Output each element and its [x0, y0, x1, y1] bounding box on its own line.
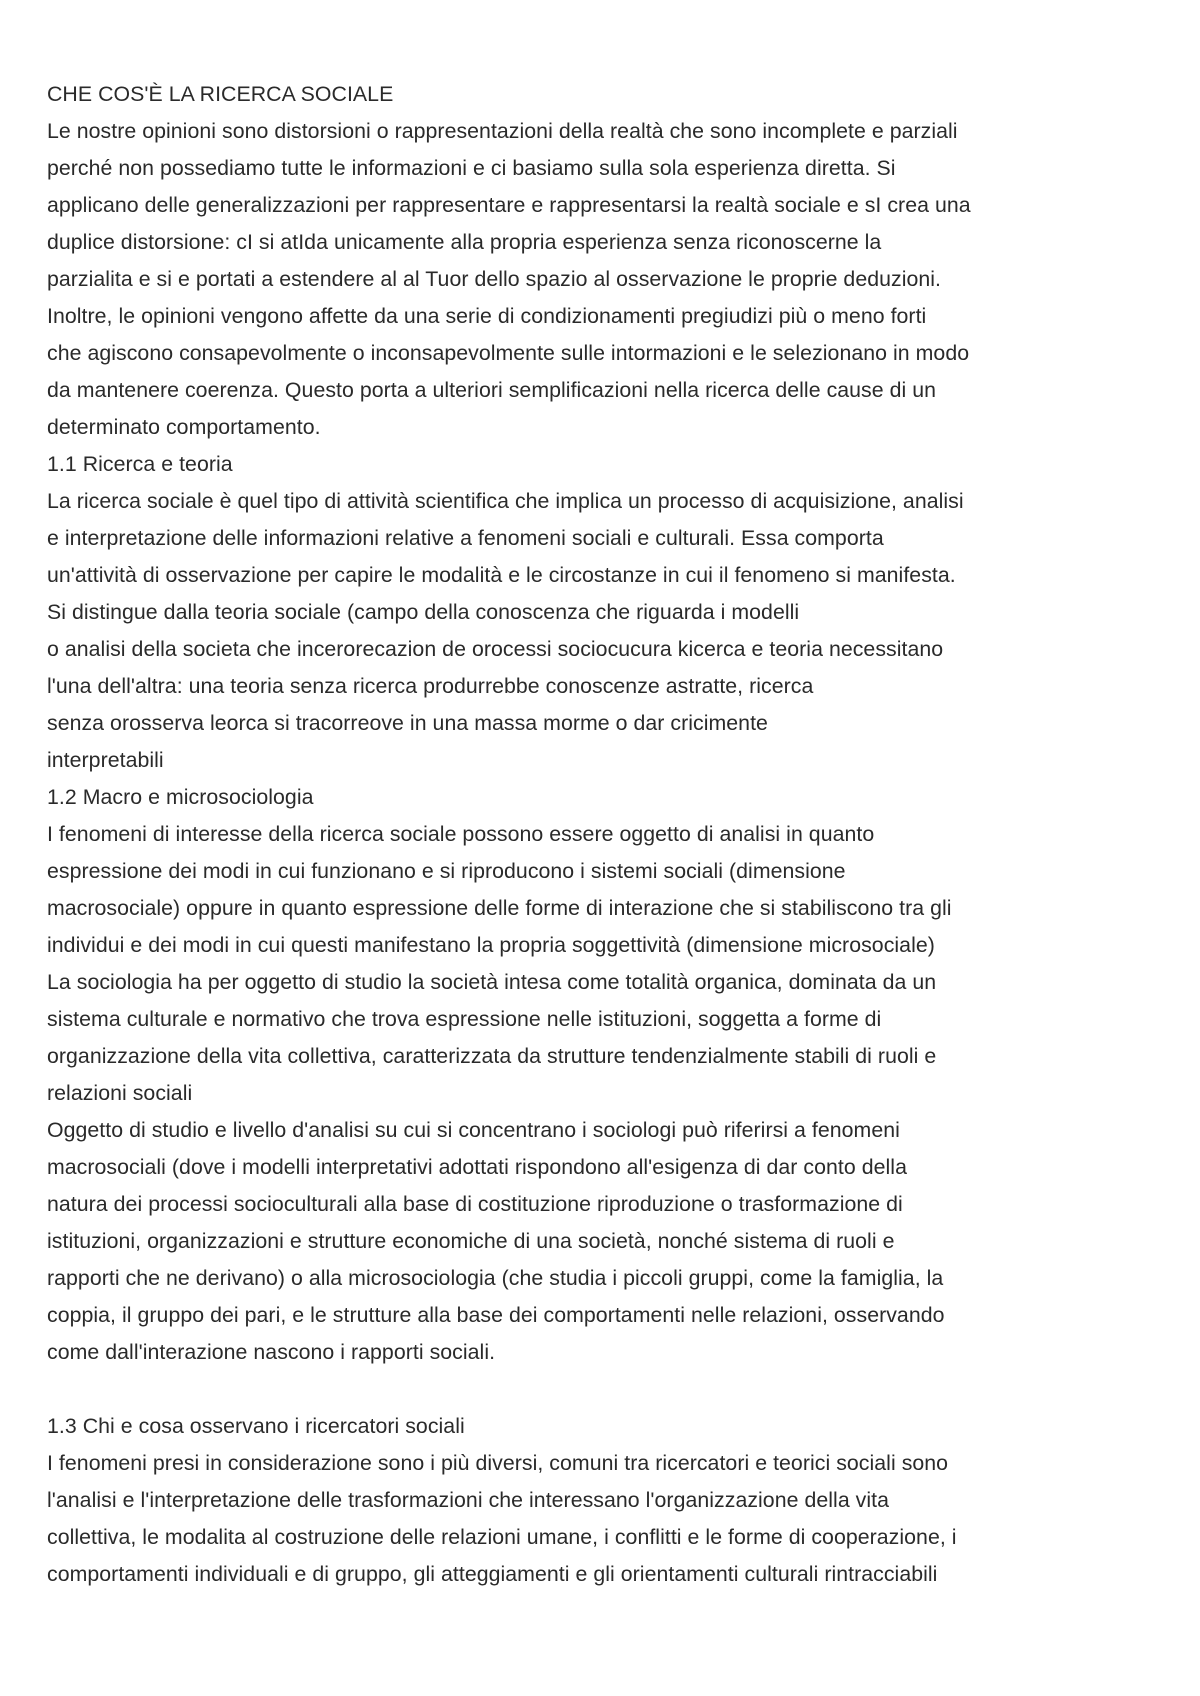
text-line: da mantenere coerenza. Questo porta a ulteriori semplificazioni nella ricerca delle cause di un	[47, 378, 937, 402]
text-line: organizzazione della vita collettiva, caratterizzata da strutture tendenzialmente stabili di ruoli e	[47, 1044, 937, 1068]
text-line: l'analisi e l'interpretazione delle trasformazioni che interessano l'organizzazione della vita	[47, 1488, 890, 1512]
text-line: o analisi della societa che incerorecazion de orocessi sociocucura kicerca e teoria necessitano	[47, 637, 944, 661]
text-line: I fenomeni presi in considerazione sono i più diversi, comuni tra ricercatori e teorici sociali sono	[47, 1451, 949, 1475]
text-line: La sociologia ha per oggetto di studio la società intesa come totalità organica, dominata da un	[47, 970, 937, 994]
paragraph-spacer	[47, 1371, 1177, 1408]
text-line: espressione dei modi in cui funzionano e si riproducono i sistemi sociali (dimensione	[47, 859, 846, 883]
text-line: La ricerca sociale è quel tipo di attività scientifica che implica un processo di acquisizione, analisi	[47, 489, 964, 513]
text-line: relazioni sociali	[47, 1081, 193, 1105]
text-line: applicano delle generalizzazioni per rappresentare e rappresentarsi la realtà sociale e sI crea una	[47, 193, 971, 217]
text-line: l'una dell'altra: una teoria senza ricerca produrrebbe conoscenze astratte, ricerca	[47, 674, 814, 698]
text-line: determinato comportamento.	[47, 415, 321, 439]
text-line: perché non possediamo tutte le informazioni e ci basiamo sulla sola esperienza diretta. Si	[47, 156, 896, 180]
section-heading: 1.3 Chi e cosa osservano i ricercatori sociali	[47, 1414, 465, 1438]
text-line: Inoltre, le opinioni vengono affette da una serie di condizionamenti pregiudizi più o meno forti	[47, 304, 927, 328]
text-line: duplice distorsione: cI si atIda unicamente alla propria esperienza senza riconoscerne la	[47, 230, 882, 254]
text-line: individui e dei modi in cui questi manifestano la propria soggettività (dimensione microsociale)	[47, 933, 935, 957]
intro-paragraph	[47, 113, 1177, 446]
section-macro-microsociologia	[47, 779, 1177, 1371]
text-line: come dall'interazione nascono i rapporti sociali.	[47, 1340, 496, 1364]
text-line: sistema culturale e normativo che trova espressione nelle istituzioni, soggetta a forme di	[47, 1007, 882, 1031]
text-line: senza orosserva leorca si tracorreove in una massa morme o dar cricimente	[47, 711, 768, 735]
text-line: un'attività di osservazione per capire le modalità e le circostanze in cui il fenomeno si manifesta.	[47, 563, 956, 587]
text-line: collettiva, le modalita al costruzione delle relazioni umane, i conflitti e le forme di cooperazione, i	[47, 1525, 957, 1549]
text-line: che agiscono consapevolmente o inconsapevolmente sulle intormazioni e le selezionano in modo	[47, 341, 970, 365]
text-line: parzialita e si e portati a estendere al al Tuor dello spazio al osservazione le proprie deduzioni.	[47, 267, 942, 291]
text-line: comportamenti individuali e di gruppo, gli atteggiamenti e gli orientamenti culturali rintracciabili	[47, 1562, 938, 1586]
document-page	[47, 76, 1177, 1593]
text-line: rapporti che ne derivano) o alla microsociologia (che studia i piccoli gruppi, come la famiglia, la	[47, 1266, 944, 1290]
section-heading: 1.1 Ricerca e teoria	[47, 452, 233, 476]
text-line: Le nostre opinioni sono distorsioni o rappresentazioni della realtà che sono incomplete e parziali	[47, 119, 958, 143]
text-line: macrosociale) oppure in quanto espressione delle forme di interazione che si stabiliscono tra gli	[47, 896, 952, 920]
section-chi-e-cosa-osservano	[47, 1408, 1177, 1593]
document-title: CHE COS'È LA RICERCA SOCIALE	[47, 82, 394, 106]
section-ricerca-e-teoria	[47, 446, 1177, 779]
text-line: e interpretazione delle informazioni relative a fenomeni sociali e culturali. Essa comporta	[47, 526, 884, 550]
text-line: natura dei processi socioculturali alla base di costituzione riproduzione o trasformazione di	[47, 1192, 903, 1216]
text-line: Si distingue dalla teoria sociale (campo della conoscenza che riguarda i modelli	[47, 600, 800, 624]
section-heading: 1.2 Macro e microsociologia	[47, 785, 314, 809]
text-line: coppia, il gruppo dei pari, e le strutture alla base dei comportamenti nelle relazioni, osservando	[47, 1303, 945, 1327]
text-line: macrosociali (dove i modelli interpretativi adottati rispondono all'esigenza di dar conto della	[47, 1155, 907, 1179]
text-line: I fenomeni di interesse della ricerca sociale possono essere oggetto di analisi in quanto	[47, 822, 875, 846]
text-line: interpretabili	[47, 748, 164, 772]
text-line: istituzioni, organizzazioni e strutture economiche di una società, nonché sistema di ruoli e	[47, 1229, 895, 1253]
text-line: Oggetto di studio e livello d'analisi su cui si concentrano i sociologi può riferirsi a fenomeni	[47, 1118, 900, 1142]
